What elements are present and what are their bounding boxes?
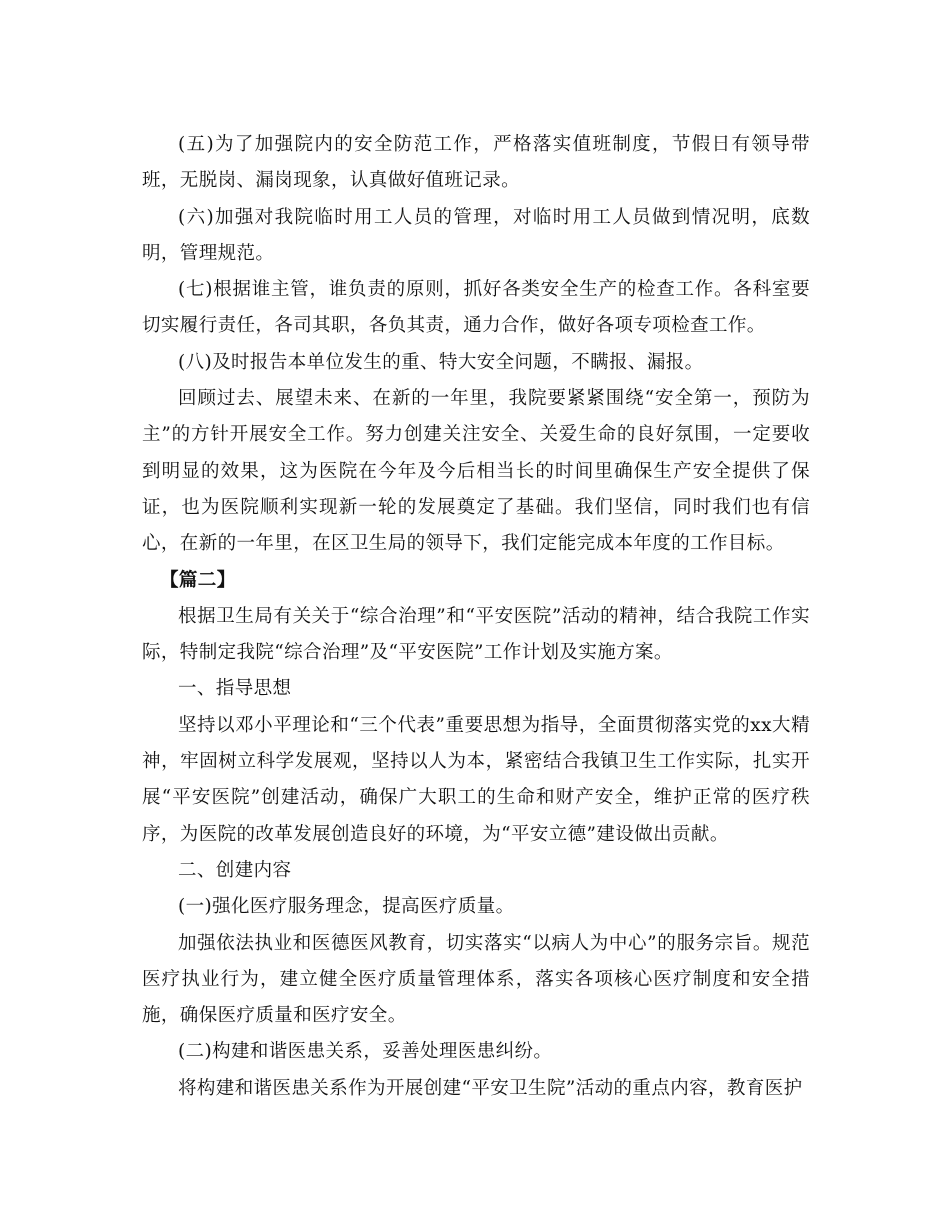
paragraph-intro: 根据卫生局有关关于“综合治理”和“平安医院”活动的精神，结合我院工作实际，特制定我院“综合治理”及“平安医院”工作计划及实施方案。 bbox=[142, 605, 810, 664]
paragraph-item-2: 将构建和谐医患关系作为开展创建“平安卫生院”活动的重点内容，教育医护 bbox=[178, 1077, 803, 1099]
subheading-item-1: (一)强化医疗服务理念，提高医疗质量。 bbox=[178, 896, 515, 918]
section-heading-part-two: 【篇二】 bbox=[160, 569, 236, 591]
paragraph-5: (五)为了加强院内的安全防范工作，严格落实值班制度，节假日有领导带班，无脱岗、漏岗现象，认真做好值班记录。 bbox=[142, 134, 810, 192]
paragraph-review: 回顾过去、展望未来、在新的一年里，我院要紧紧围绕“安全第一，预防为主”的方针开展安全工作。努力创建关注安全、关爱生命的良好氛围，一定要收到明显的效果，这为医院在今年及今后相当长的时间里确保生产安全提供了保证，也为医院顺利实现新一轮的发展奠定了基础。我们坚信，同时我们也有信心，在新的一年里，在区卫生局的领导下，我们定能完成本年度的工作目标。 bbox=[142, 388, 810, 555]
paragraph-guiding-ideology: 坚持以邓小平理论和“三个代表”重要思想为指导，全面贯彻落实党的xx大精神，牢固树立科学发展观，坚持以人为本，紧密结合我镇卫生工作实际，扎实开展“平安医院”创建活动，确保广大职工的生命和财产安全，维护正常的医疗秩序，为医院的改革发展创造良好的环境，为“平安立德”建设做出贡献。 bbox=[142, 714, 810, 845]
document-body bbox=[142, 127, 810, 1107]
heading-guiding-ideology: 一、指导思想 bbox=[178, 678, 292, 700]
paragraph-item-1: 加强依法执业和医德医风教育，切实落实“以病人为中心”的服务宗旨。规范医疗执业行为，建立健全医疗质量管理体系，落实各项核心医疗制度和安全措施，确保医疗质量和医疗安全。 bbox=[142, 932, 810, 1027]
subheading-item-2: (二)构建和谐医患关系，妥善处理医患纠纷。 bbox=[178, 1041, 553, 1063]
paragraph-8: (八)及时报告本单位发生的重、特大安全问题，不瞒报、漏报。 bbox=[178, 351, 704, 373]
paragraph-6: (六)加强对我院临时用工人员的管理，对临时用工人员做到情况明，底数明，管理规范。 bbox=[142, 206, 810, 264]
paragraph-7: (七)根据谁主管，谁负责的原则，抓好各类安全生产的检查工作。各科室要切实履行责任，各司其职，各负其责，通力合作，做好各项专项检查工作。 bbox=[142, 279, 810, 337]
heading-creation-content: 二、创建内容 bbox=[178, 859, 292, 881]
